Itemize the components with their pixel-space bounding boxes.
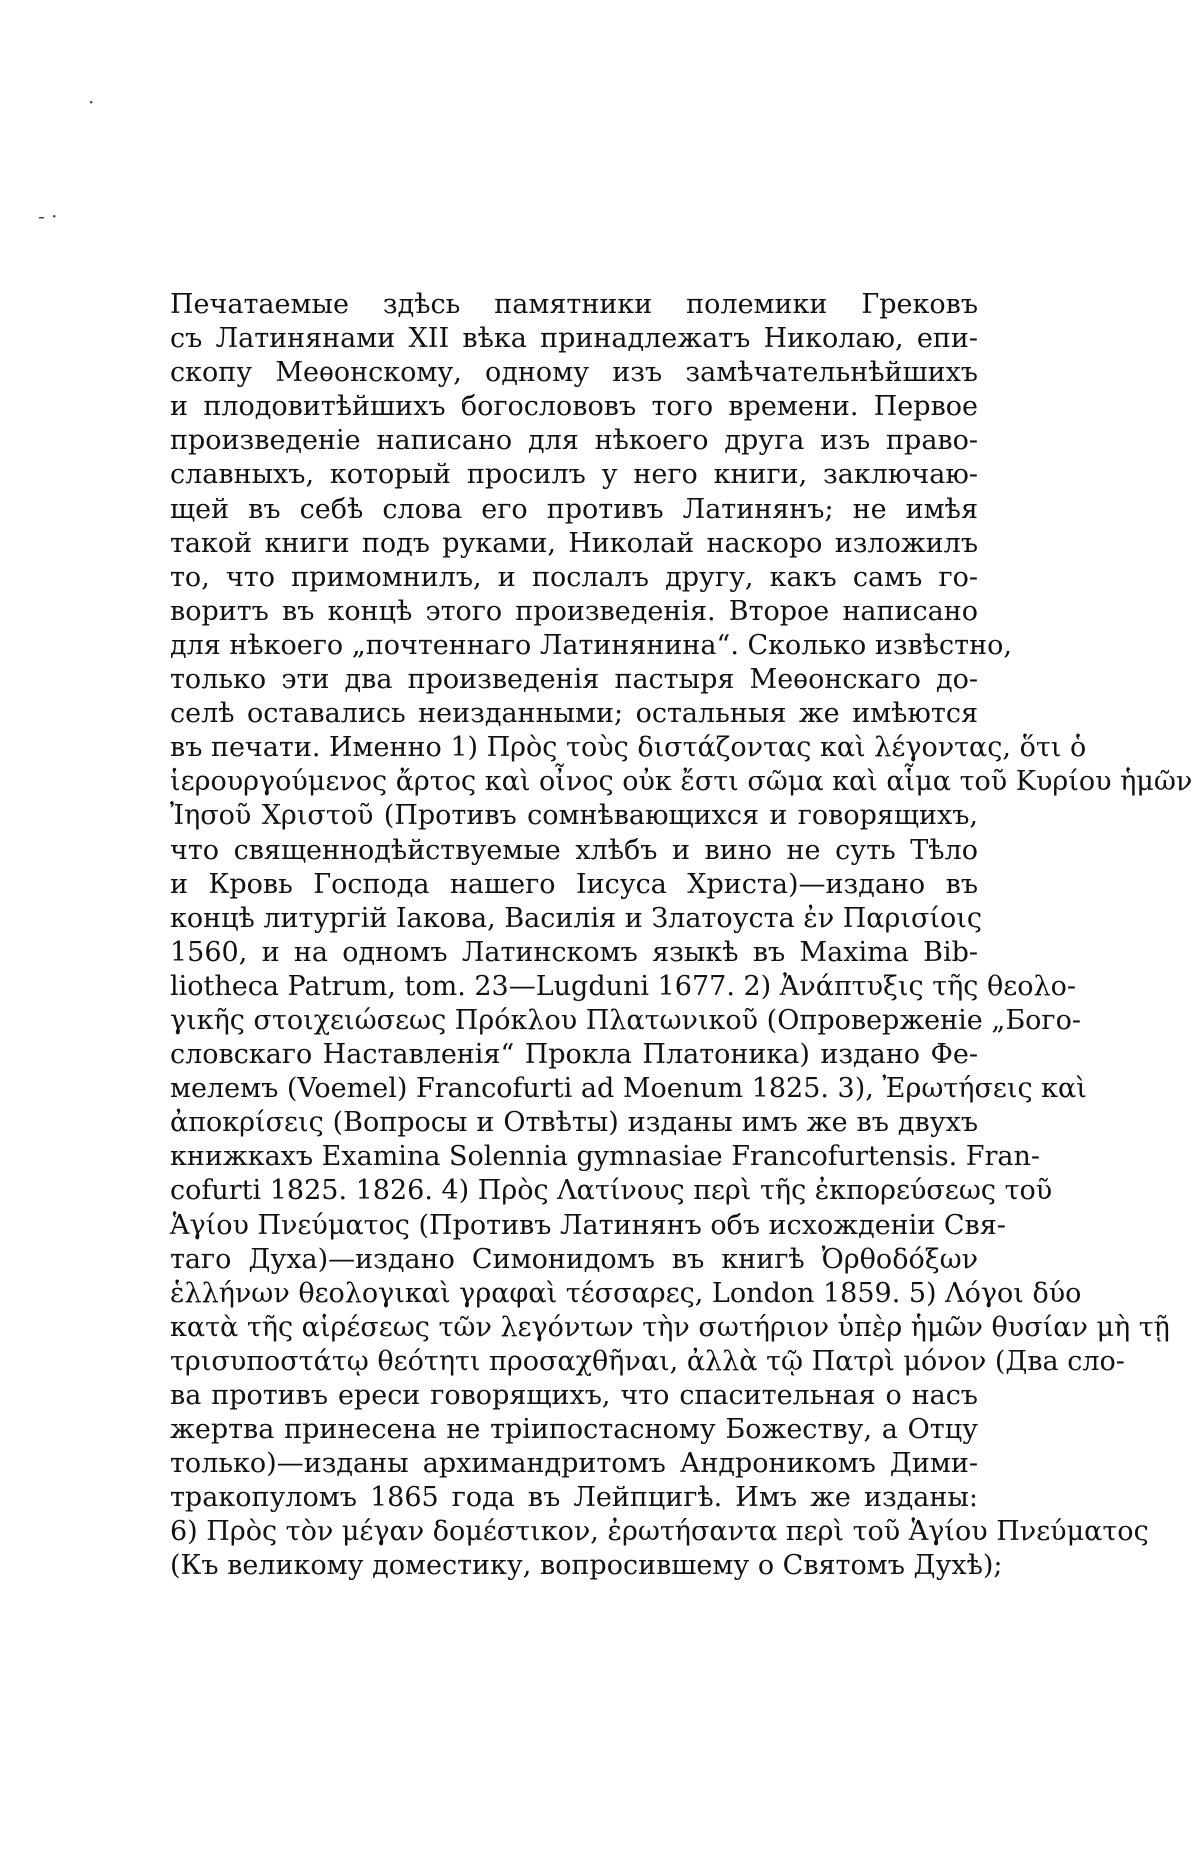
text-line: селѣ оставались неизданными; остальныя же имѣются [170,698,978,730]
text-line: концѣ литургій Іакова, Василія и Златоуста ἐν Παρισίοις [170,902,982,934]
text-line: съ Латинянами XII вѣка принадлежатъ Николаю, епи- [170,323,978,355]
text-line: и плодовитѣйшихъ богослововъ того времени. Первое [170,391,978,423]
text-line: только эти два произведенія пастыря Меѳонскаго до- [170,664,978,696]
text-line: ἱερουργούμενος ἄρτος καὶ οἶνος οὐκ ἔστι σῶμα καὶ αἷμα τοῦ Κυρίου ἡμῶν [170,766,1192,798]
text-line: воритъ въ концѣ этого произведенія. Второе написано [170,595,978,627]
text-line: ва противъ ереси говорящихъ, что спасительная о насъ [170,1380,978,1411]
text-line: мелемъ (Voemel) Francofurti ad Moenum 1825. 3), Ἐρωτήσεις καὶ [170,1073,1087,1105]
text-line: такой книги подъ руками, Николай наскоро изложилъ [170,527,978,559]
text-line: книжкахъ Examina Solennia gymnasiae Francofurtensis. Fran- [170,1141,1041,1173]
text-line: γικῆς στοιχειώσεως Πρόκλου Πλατωνικοῦ (Опроверженіе „Бого- [170,1004,1081,1036]
text-line: 6) Πρὸς τὸν μέγαν δομέστικον, ἐρωτήσαντα περὶ τοῦ Ἁγίου Πνεύματος [170,1516,1149,1548]
text-line: и Кровь Господа нашего Іисуса Христа)—издано въ [170,868,978,900]
text-line: славныхъ, который просилъ у него книги, заключаю- [170,459,978,491]
text-line: произведеніе написано для нѣкоего друга изъ право- [170,425,978,457]
text-line: cofurti 1825. 1826. 4) Πρὸς Λατίνους περὶ τῆς ἐκπορεύσεως τοῦ [170,1175,1053,1207]
text-line: щей въ себѣ слова его противъ Латинянъ; не имѣя [170,493,978,525]
text-line: только)—изданы архимандритомъ Андроникомъ Дими- [170,1448,978,1480]
text-line: Ἁγίου Πνεύματος (Противъ Латинянъ объ исхожденіи Свя- [170,1209,1006,1241]
print-speck-top: · [88,90,95,114]
body-paragraph [170,288,1192,1584]
text-line: таго Духа)—издано Симонидомъ въ книгѣ Ὀρθοδόξων [170,1243,978,1275]
text-line: словскаго Наставленія“ Прокла Платоника) издано Фе- [170,1039,978,1071]
text-line: κατὰ τῆς αἱρέσεως τῶν λεγόντων τὴν σωτήριον ὑπὲρ ἡμῶν θυσίαν μὴ τῇ [170,1311,1170,1343]
text-line: 1560, и на одномъ Латинскомъ языкѣ въ Maxima Bib- [170,936,978,968]
text-line: что священнодѣйствуемые хлѣбъ и вино не суть Тѣло [170,834,978,866]
print-speck-left: - · [38,204,58,228]
text-line: Печатаемые здѣсь памятники полемики Грековъ [170,289,978,320]
text-line: жертва принесена не тріипостасному Божеству, а Отцу [170,1414,978,1446]
text-line: liotheca Patrum, tom. 23—Lugduni 1677. 2) Ἀνάπτυξις τῆς θεολο- [170,970,1077,1002]
text-line: въ печати. Именно 1) Πρὸς τοὺς διστάζοντας καὶ λέγοντας, ὅτι ὁ [170,732,1087,764]
text-line: для нѣкоего „почтеннаго Латинянина“. Сколько извѣстно, [170,629,1012,661]
text-line: тракопуломъ 1865 года въ Лейпцигѣ. Имъ же изданы: [170,1482,978,1514]
text-line: то, что примомнилъ, и послалъ другу, какъ самъ го- [170,561,978,593]
text-line: скопу Меѳонскому, одному изъ замѣчательнѣйшихъ [170,357,978,389]
text-line: τρισυποστάτῳ θεότητι προσαχθῆναι, ἀλλὰ τῷ Πατρὶ μόνον (Два сло- [170,1345,1125,1377]
text-line: ἑλλήνων θεολογικαὶ γραφαὶ τέσσαρες, London 1859. 5) Λόγοι δύο [170,1277,1082,1309]
text-line: Ἰησοῦ Χριστοῦ (Противъ сомнѣвающихся и говорящихъ, [170,800,978,832]
text-line: (Къ великому доместику, вопросившему о Святомъ Духѣ); [170,1550,1003,1582]
text-line: ἀποκρίσεις (Вопросы и Отвѣты) изданы имъ же въ двухъ [170,1107,978,1139]
